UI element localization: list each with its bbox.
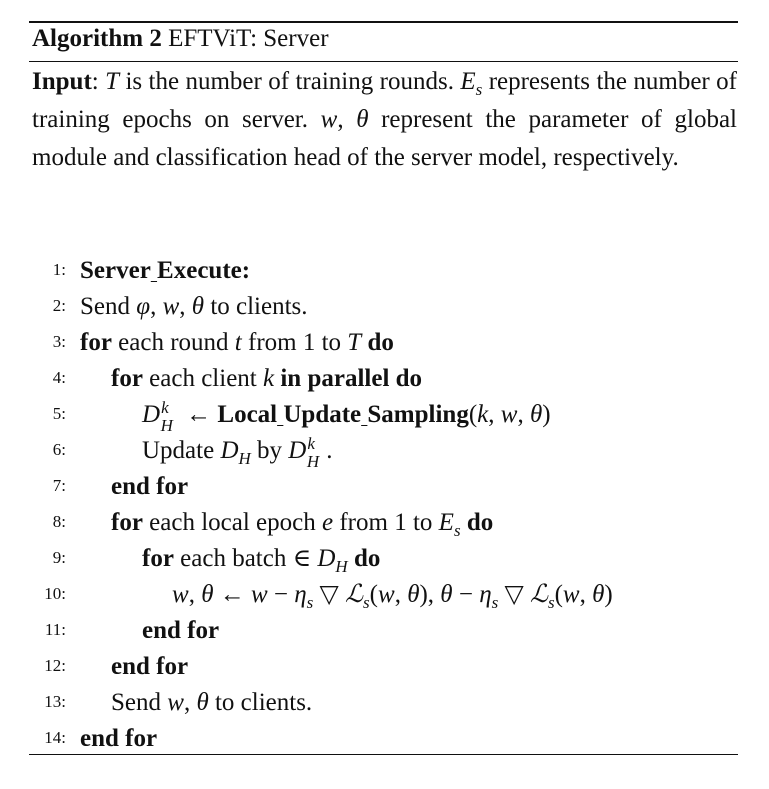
line-code: end for [111,473,189,500]
line-code: Send φ, w, θ to clients. [80,293,308,320]
line-number: 14: [44,728,66,747]
title-rule [29,61,738,62]
line-code: for each client k in parallel do [111,365,423,392]
line-code: end for [80,725,158,752]
algo-line-12 [0,649,769,685]
algo-line-14 [0,721,769,757]
line-code: Update $D_H$ by DkH . [142,434,333,471]
line-number: 8: [52,512,66,531]
algo-line-13 [0,685,769,721]
algorithm-label: Algorithm 2 [32,25,162,52]
algo-line-7 [0,469,769,505]
algorithm-title [32,25,329,53]
input-keyword: Input [32,68,92,95]
algorithm-name: EFTViT: Server [168,25,329,52]
algo-line-4 [0,361,769,397]
line-code: for each round t from 1 to T do [80,329,394,356]
line-number: 4: [52,368,66,387]
algo-line-1 [0,253,769,289]
input-description [32,63,737,177]
line-number: 1: [52,260,66,279]
server-execute-label: Server Execute: [80,257,251,284]
line-number: 11: [44,620,66,639]
line-number: 13: [44,692,66,711]
line-number: 12: [44,656,66,675]
bottom-rule [29,754,738,755]
input-text: : T is the number of training rounds. $E_s$ represents the number of training epochs on server. w, θ represent the parameter of global module and classification head of the server model, respectively. [32,68,737,171]
algo-line-3 [0,325,769,361]
line-code: for each local epoch e from 1 to $E_s$ do [111,509,494,540]
line-code: w, θ ← $w - \eta_s$ ▽ ℒ$_s$(w, θ), $\theta - \eta_s$ ▽ ℒ$_s$(w, θ) [172,581,613,612]
line-number: 3: [52,332,66,351]
line-code: Send w, θ to clients. [111,689,313,716]
line-number: 5: [52,404,66,423]
line-number: 7: [52,476,66,495]
line-number: 9: [52,548,66,567]
top-rule [29,21,738,23]
line-code: for each batch ∈ $D_H$ do [142,545,381,576]
line-code: end for [142,617,220,644]
line-number: 6: [52,440,66,459]
line-code: DkH ← Local Update Sampling(k, w, θ) [142,398,551,435]
line-code: end for [111,653,189,680]
line-number: 2: [52,296,66,315]
algo-line-6 [0,433,769,469]
algo-line-2 [0,289,769,325]
algo-line-9 [0,541,769,577]
line-number: 10: [44,584,66,603]
algo-line-8 [0,505,769,541]
algo-line-5 [0,397,769,433]
algo-line-10 [0,577,769,613]
algo-line-11 [0,613,769,649]
